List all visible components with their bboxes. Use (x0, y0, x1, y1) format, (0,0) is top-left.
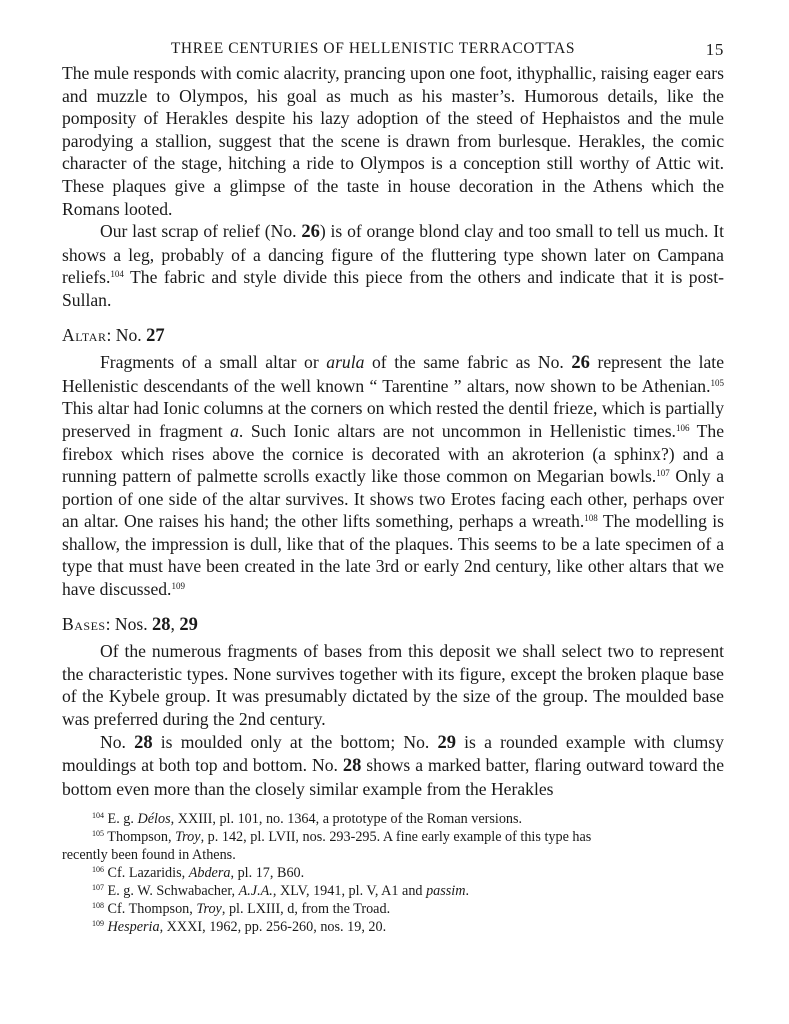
footnote-ref: 104 (110, 269, 124, 280)
text-run: , XLV, 1941, pl. V, A1 and (272, 883, 427, 900)
body-text (62, 62, 724, 800)
running-head (62, 38, 724, 62)
text-run: Cf. Lazaridis, (104, 865, 189, 882)
italic-title: Abdera (188, 865, 231, 882)
italic-title: Délos (137, 811, 171, 828)
paragraph-relief-26 (62, 220, 724, 311)
running-title: THREE CENTURIES OF HELLENISTIC TERRACOTTAS (170, 40, 576, 57)
page (62, 38, 724, 936)
footnote-number: 107 (92, 883, 104, 893)
catalogue-number: 27 (146, 325, 165, 346)
footnote-105-continued: recently been found in Athens. (62, 847, 236, 864)
italic-title: Hesperia (104, 919, 160, 936)
text-run: , pl. 17, B60. (230, 865, 305, 882)
text-run: , XXIII, pl. 101, no. 1364, a prototype of the Roman versions. (170, 811, 523, 828)
heading-no: Nos. (114, 613, 153, 634)
text-run: The modelling is shallow, the impression is dull, like that of the plaques. This seems to be a late specimen of a type that must have been created in the late 3rd or early 2nd century, like other altars that we have discussed. (62, 511, 725, 600)
footnote-ref: 105 (710, 377, 724, 388)
catalogue-number: 28 (134, 732, 153, 753)
text-run: ) is of orange blond clay and too small to tell us much. It shows a leg, probably of a dancing figure of the fluttering type shown later on Campana reliefs. (62, 221, 724, 288)
italic-term: a (230, 420, 239, 441)
text-run: represent the late Hellenistic descendants of the well known “ Tarentine ” altars, now shown to be Athenian. (62, 352, 725, 396)
catalogue-number: 29 (179, 614, 198, 635)
catalogue-number: 28 (152, 614, 171, 635)
page-number: 15 (705, 40, 724, 59)
italic-term: passim (426, 883, 466, 900)
text-run: No. (100, 731, 135, 752)
text-run: The firebox which rises above the cornice is decorated with an akroterion (a sphinx?) and a running pattern of palmette scrolls exactly like those common on Megarian bowls. (62, 420, 725, 487)
text-run: , p. 142, pl. LVII, nos. 293-295. A fine early example of this type has (200, 829, 592, 846)
italic-title: Troy (196, 901, 222, 918)
paragraph-altar (62, 351, 724, 601)
section-heading-bases (62, 613, 724, 637)
italic-title: A.J.A. (238, 883, 273, 900)
italic-term: arula (326, 352, 365, 373)
catalogue-number: 28 (342, 756, 362, 777)
text-run: Only a portion of one side of the altar survives. It shows two Erotes facing each other, perhaps over an altar. One raises his hand; the other lifts something, perhaps a wreath. (62, 466, 724, 532)
heading-no: No. (115, 324, 147, 345)
footnote-number: 109 (92, 919, 104, 929)
heading-label: Altar (62, 324, 107, 345)
text-run: The fabric and style divide this piece from the others and indicate that it is post-Sullan. (62, 267, 724, 310)
footnote-ref: 108 (584, 513, 598, 524)
text-run: Fragments of a small altar or (100, 352, 327, 373)
paragraph-mule: The mule responds with comic alacrity, prancing upon one foot, ithyphallic, raising eager ears and muzzle to Olympos, his goal as much as his master’s. Humorous details, like the pomposity of Herakles despite his lazy adoption of the steed of Hephaistos and the mule parodying a stallion, suggest that the scene is drawn from burlesque. Herakles, the comic character of the stage, hitching a ride to Olympos is a conception still worthy of Attic wit. These plaques give a glimpse of the taste in house decoration in the Athens which the Romans looted. (62, 63, 724, 219)
text-run: is moulded only at the bottom; No. (152, 731, 438, 752)
footnote-106 (62, 864, 724, 882)
footnote-number: 104 (92, 811, 104, 821)
footnote-number: 108 (92, 901, 104, 911)
text-run: Cf. Thompson, (104, 901, 197, 918)
text-run: , XXXI, 1962, pp. 256-260, nos. 19, 20. (159, 919, 387, 936)
heading-label: Bases (62, 613, 106, 634)
paragraph-bases: Of the numerous fragments of bases from this deposit we shall select two to represent the characteristic types. None survives together with its figure, except the broken plaque base of the Kybele group. It was presumably dictated by the size of the group. The moulded base was preferred during the 2nd century. (62, 641, 724, 730)
catalogue-number: 26 (301, 222, 320, 243)
italic-title: Troy (175, 829, 201, 846)
footnote-number: 105 (92, 829, 104, 839)
footnote-108 (62, 900, 724, 918)
footnote-109 (62, 918, 724, 936)
text-run: shows a marked batter, flaring outward toward the bottom even more than the closely similar example from the Herakles (62, 755, 725, 799)
heading-sep: : (105, 613, 115, 634)
paragraph-bases-28-29 (62, 731, 724, 801)
footnote-number: 106 (92, 865, 104, 875)
heading-sep: : (106, 324, 116, 345)
text-run: . (465, 883, 470, 900)
footnotes (62, 810, 724, 936)
catalogue-number: 26 (571, 353, 590, 374)
section-heading-altar (62, 324, 724, 348)
footnote-ref: 109 (171, 581, 185, 592)
text-run: . Such Ionic altars are not uncommon in Hellenistic times. (238, 420, 676, 441)
text-run: This altar had Ionic columns at the corners on which rested the dentil frieze, which is partially preserved in fragment (62, 398, 724, 441)
text-run: is a rounded example with clumsy mouldings at both top and bottom. No. (62, 731, 724, 776)
text-run: E. g. W. Schwabacher, (104, 883, 239, 900)
text-run: Our last scrap of relief (No. (100, 221, 302, 242)
heading-sep: , (170, 613, 180, 634)
footnote-ref: 107 (656, 468, 670, 479)
text-run: of the same fabric as No. (364, 352, 572, 373)
footnote-ref: 106 (675, 422, 690, 433)
text-run: Thompson, (104, 829, 176, 846)
text-run: , pl. LXIII, d, from the Troad. (221, 901, 391, 918)
footnote-105 (62, 828, 724, 846)
footnote-104 (62, 810, 724, 828)
footnote-107 (62, 882, 724, 900)
text-run: E. g. (104, 811, 138, 828)
catalogue-number: 29 (437, 732, 456, 753)
